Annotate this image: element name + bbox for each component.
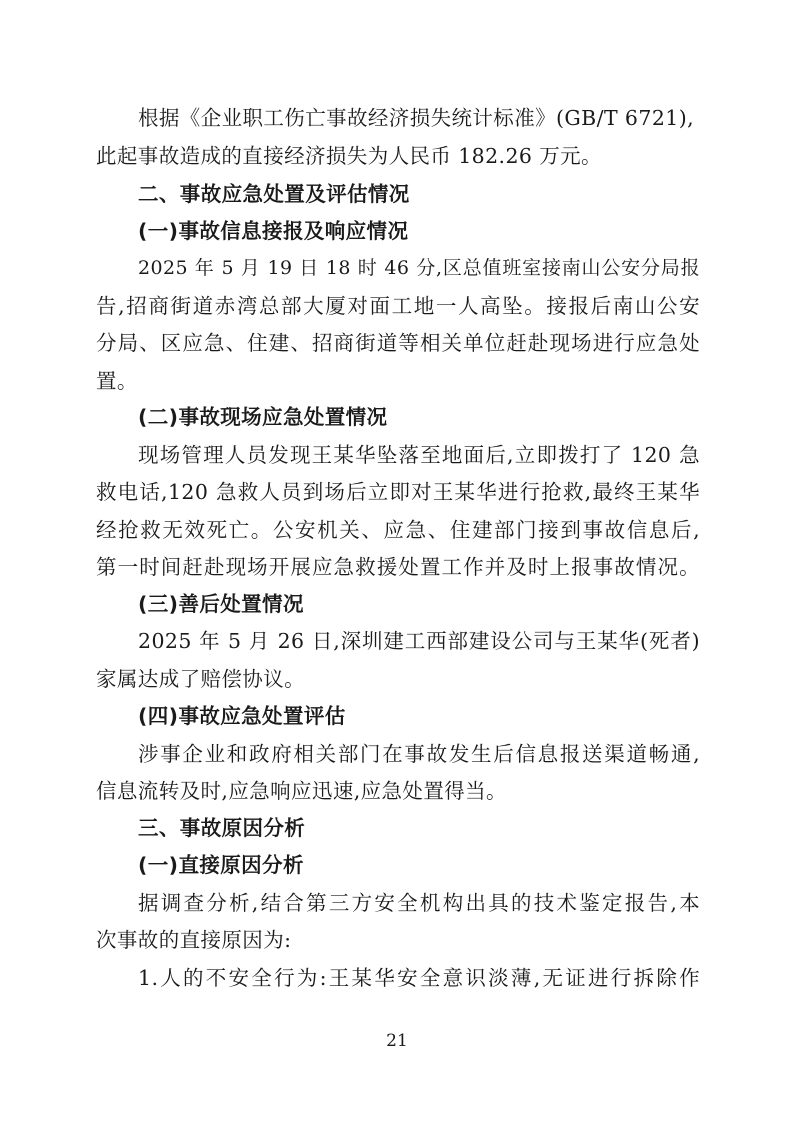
- paragraph-line: 置。: [96, 369, 138, 393]
- subsection-heading: (二)事故现场应急处置情况: [138, 405, 388, 429]
- paragraph-line: 第一时间赶赴现场开展应急救援处置工作并及时上报事故情况。: [96, 555, 700, 579]
- subsection-heading: (三)善后处置情况: [138, 592, 304, 616]
- section-heading: 三、事故原因分析: [138, 816, 306, 840]
- paragraph-line: 告,招商街道赤湾总部大厦对面工地一人高坠。接报后南山公安: [96, 294, 700, 318]
- paragraph-line: 根据《企业职工伤亡事故经济损失统计标准》(GB/T 6721),: [138, 106, 695, 130]
- subsection-heading: (一)直接原因分析: [138, 853, 304, 877]
- paragraph-line: 1.人的不安全行为:王某华安全意识淡薄,无证进行拆除作: [138, 966, 700, 990]
- paragraph-line: 次事故的直接原因为:: [96, 928, 292, 952]
- paragraph-line: 据调查分析,结合第三方安全机构出具的技术鉴定报告,本: [138, 891, 700, 915]
- paragraph-line: 信息流转及时,应急响应迅速,应急处置得当。: [96, 779, 507, 803]
- paragraph-line: 2025 年 5 月 19 日 18 时 46 分,区总值班室接南山公安分局报: [138, 257, 700, 279]
- paragraph-line: 2025 年 5 月 26 日,深圳建工西部建设公司与王某华(死者): [138, 629, 700, 653]
- paragraph-line: 经抢救无效死亡。公安机关、应急、住建部门接到事故信息后,: [96, 518, 700, 542]
- page-number: 21: [386, 1031, 408, 1051]
- paragraph-line: 此起事故造成的直接经济损失为人民币 182.26 万元。: [96, 144, 602, 168]
- paragraph-line: 救电话,120 急救人员到场后立即对王某华进行抢救,最终王某华: [96, 480, 700, 504]
- paragraph-line: 分局、区应急、住建、招商街道等相关单位赶赴现场进行应急处: [96, 331, 700, 355]
- paragraph-line: 现场管理人员发现王某华坠落至地面后,立即拨打了 120 急: [138, 443, 700, 467]
- paragraph-line: 涉事企业和政府相关部门在事故发生后信息报送渠道畅通,: [138, 742, 700, 766]
- subsection-heading: (四)事故应急处置评估: [138, 704, 346, 728]
- subsection-heading: (一)事故信息接报及响应情况: [138, 219, 409, 243]
- paragraph-line: 家属达成了赔偿协议。: [96, 667, 305, 691]
- section-heading: 二、事故应急处置及评估情况: [138, 182, 410, 206]
